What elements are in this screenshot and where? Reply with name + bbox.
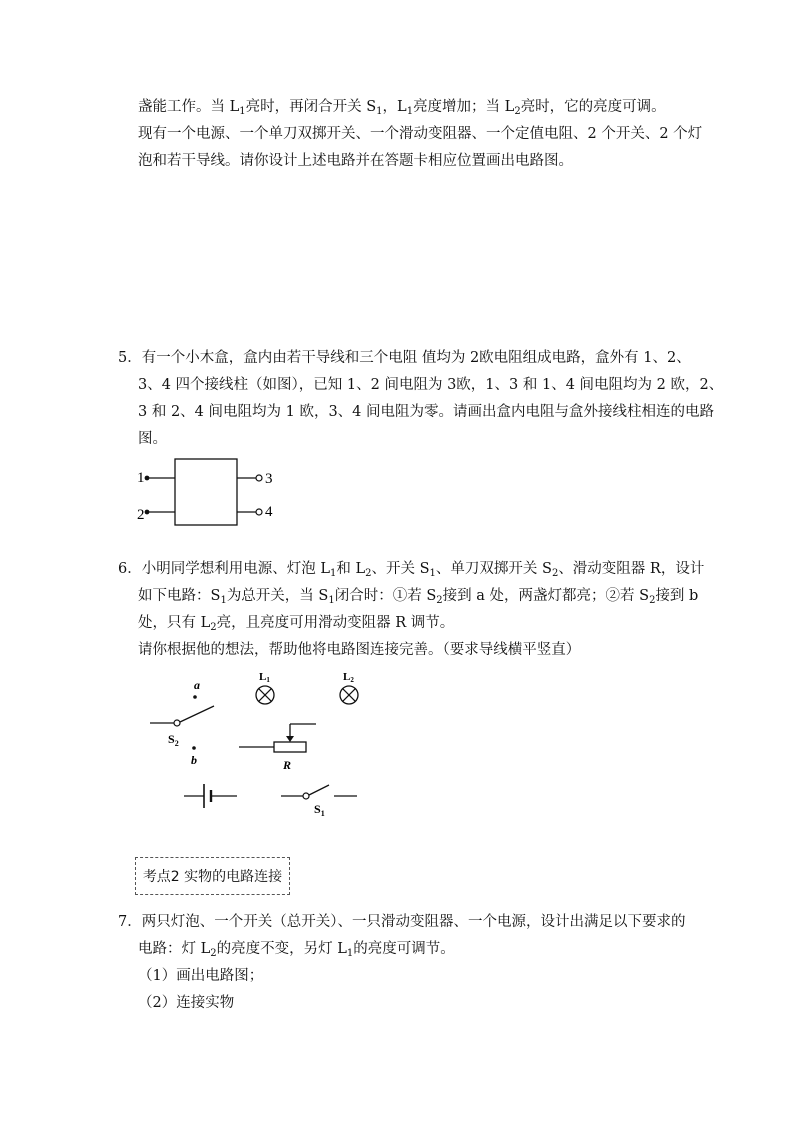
lamp-l2-symbol: [340, 671, 358, 704]
q7-text-line-2: 电路：灯 $L_2$的亮度不变，另灯 $L_1$的亮度可调节。: [138, 941, 455, 959]
terminal-4-dot: [256, 509, 262, 515]
contact-a-label: a: [194, 678, 200, 692]
s2-label: $S_2$: [168, 732, 179, 748]
terminal-3-label: 3: [265, 471, 273, 487]
spdt-switch-s2-symbol: [150, 678, 214, 767]
q4-text-line-3: 泡和若干导线。请你设计上述电路并在答题卡相应位置画出电路图。: [138, 153, 573, 169]
q6-text-line-3: 处，只有 $L_2$亮，且亮度可用滑动变阻器 R 调节。: [138, 615, 455, 633]
contact-a-dot: [193, 695, 197, 699]
q7-text-line-1: 7．两只灯泡、一个开关（总开关）、一只滑动变阻器、一个电源，设计出满足以下要求的: [118, 914, 686, 930]
q7-subquestion-1: （1）画出电路图；: [138, 968, 264, 984]
terminal-1-dot: [145, 476, 150, 481]
lamp-l1-symbol: [256, 671, 274, 704]
terminal-2-dot: [145, 510, 150, 515]
q5-text-line-3: 3 和 2、4 间电阻均为 1 欧，3、4 间电阻为零。请画出盒内电阻与盒外接线柱相连的电路: [138, 404, 715, 420]
terminal-3-dot: [256, 475, 262, 481]
contact-b-dot: [192, 746, 196, 750]
q4-text-line-1: 盏能工作。当 $L_1$亮时，再闭合开关 $S_1$，$L_1$亮度增加；当 $L_2$亮时，它的亮度可调。: [138, 99, 666, 117]
l2-label: L2: [343, 671, 354, 684]
rheostat-r-symbol: [239, 724, 316, 772]
wooden-box: [175, 459, 237, 525]
q6-text-line-4: 请你根据他的想法，帮助他将电路图连接完善。（要求导线横平竖直）: [138, 642, 581, 658]
terminal-4-label: 4: [265, 504, 273, 520]
q6-circuit-figure: [140, 668, 380, 818]
terminal-2-label: 2: [137, 507, 145, 523]
contact-b-label: b: [191, 753, 197, 767]
q5-text-line-1: 5．有一个小木盒，盒内由若干导线和三个电阻 值均为 2欧电阻组成电路，盒外有 1、2、: [118, 350, 691, 366]
wooden-box-figure: [130, 450, 290, 535]
terminal-1-label: 1: [137, 470, 145, 486]
q7-subquestion-2: （2）连接实物: [138, 995, 235, 1011]
l1-label: L1: [259, 671, 270, 684]
q5-text-line-4: 图。: [138, 431, 167, 447]
battery-symbol: [184, 784, 237, 808]
r-label: R: [283, 758, 292, 772]
switch-s1-symbol: [281, 785, 357, 818]
q4-text-line-2: 现有一个电源、一个单刀双掷开关、一个滑动变阻器、一个定值电阻、2 个开关、2 个灯: [138, 126, 703, 142]
q6-text-line-2: 如下电路：$S_1$为总开关，当 $S_1$闭合时：①若 $S_2$接到 a 处，两盏灯都亮；②若 $S_2$接到 b: [138, 588, 699, 606]
section-heading-box: 考点2 实物的电路连接: [135, 857, 290, 895]
q5-text-line-2: 3、4 四个接线柱（如图），已知 1、2 间电阻为 3欧，1、3 和 1、4 间电阻均为 2 欧，2、: [138, 377, 724, 393]
q6-text-line-1: 6．小明同学想利用电源、灯泡 $L_1$和 $L_2$、开关 $S_1$、单刀双掷开关 $S_2$、滑动变阻器 R，设计: [118, 561, 705, 579]
s1-label: $S_1$: [314, 802, 325, 818]
